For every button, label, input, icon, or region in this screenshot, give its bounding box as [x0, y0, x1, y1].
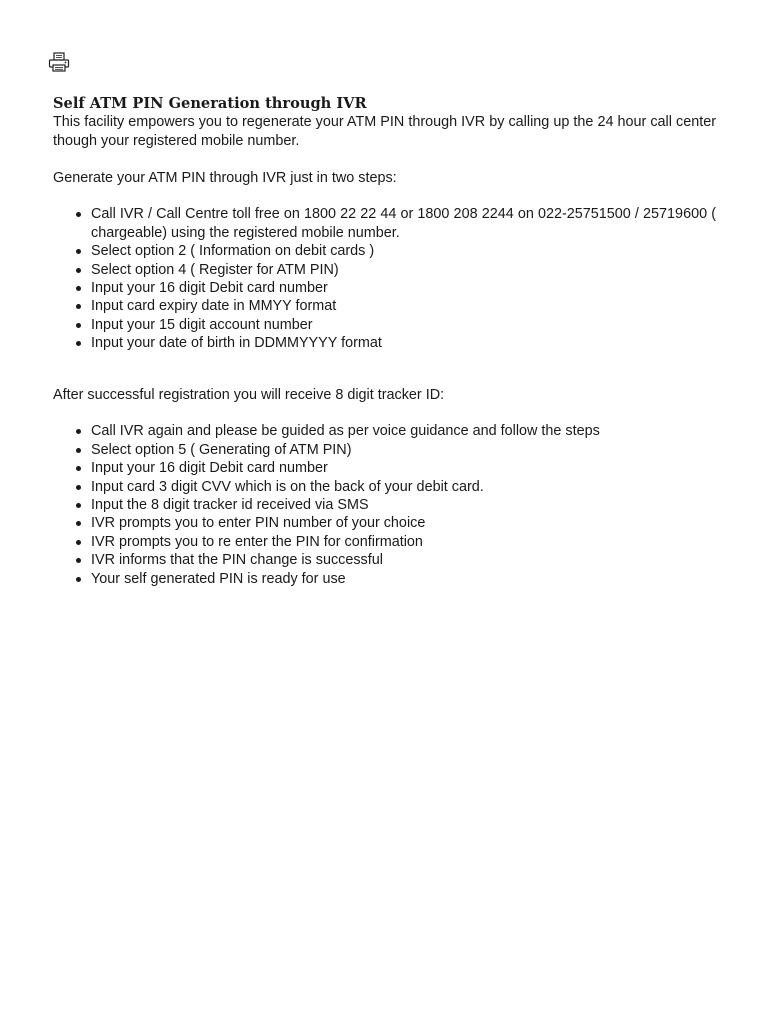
spacer	[53, 404, 716, 422]
list-item: Input your date of birth in DDMMYYYY format	[91, 334, 716, 352]
intro-paragraph: This facility empowers you to regenerate your ATM PIN through IVR by calling up the 24 hour call center though your registered mobile number.	[53, 114, 716, 149]
list-item: Select option 4 ( Register for ATM PIN)	[91, 261, 716, 279]
list-item: Input your 16 digit Debit card number	[91, 459, 716, 477]
article-title: Self ATM PIN Generation through IVR	[53, 95, 367, 112]
list-item: IVR informs that the PIN change is successful	[91, 551, 716, 569]
list-item: IVR prompts you to enter PIN number of your choice	[91, 514, 716, 532]
list-item: Input your 16 digit Debit card number	[91, 279, 716, 297]
list-item: Input card expiry date in MMYY format	[91, 297, 716, 315]
list-item: Input card 3 digit CVV which is on the back of your debit card.	[91, 478, 716, 496]
list-item: IVR prompts you to re enter the PIN for confirmation	[91, 533, 716, 551]
list-item: Call IVR again and please be guided as per voice guidance and follow the steps	[91, 422, 716, 440]
steps-intro: Generate your ATM PIN through IVR just in two steps:	[53, 169, 397, 186]
spacer	[53, 187, 716, 205]
list-item: Your self generated PIN is ready for use	[91, 570, 716, 588]
spacer	[53, 150, 716, 168]
registration-steps-list	[53, 205, 716, 352]
list-item: Select option 2 ( Information on debit cards )	[91, 242, 716, 260]
generation-steps-list	[53, 422, 716, 588]
list-item: Input the 8 digit tracker id received via SMS	[91, 496, 716, 514]
spacer	[53, 353, 716, 386]
list-item: Call IVR / Call Centre toll free on 1800 22 22 44 or 1800 208 2244 on 022-25751500 / 25719600 ( chargeable) using the registered mobile number.	[91, 206, 716, 241]
list-item: Select option 5 ( Generating of ATM PIN)	[91, 441, 716, 459]
list-item: Input your 15 digit account number	[91, 316, 716, 334]
printer-icon[interactable]	[48, 52, 70, 72]
tracker-paragraph: After successful registration you will receive 8 digit tracker ID:	[53, 386, 445, 403]
article	[53, 95, 716, 588]
